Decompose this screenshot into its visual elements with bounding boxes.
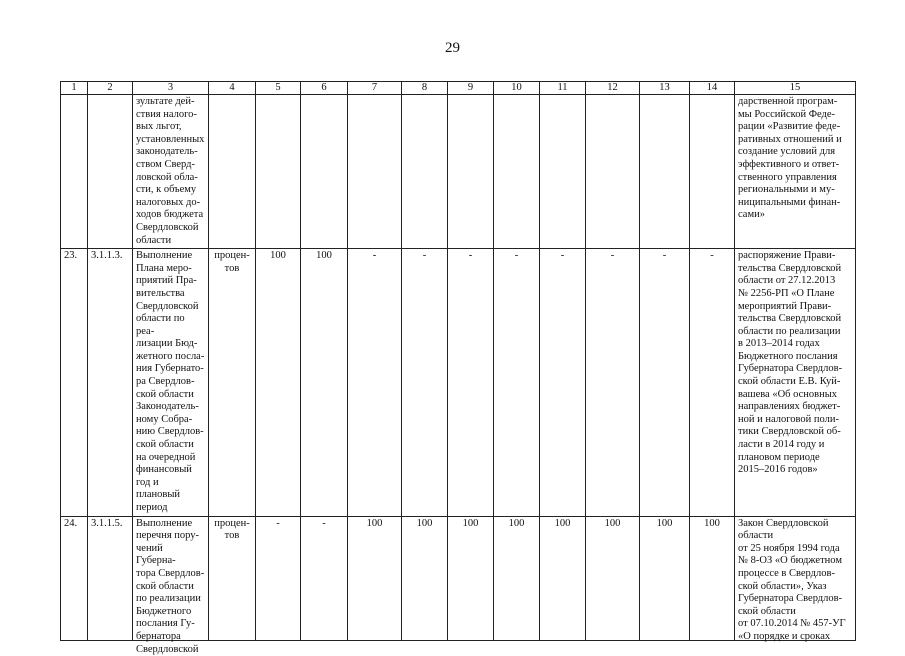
header-cell: 1 bbox=[61, 82, 88, 95]
header-cell: 13 bbox=[640, 82, 690, 95]
header-cell: 4 bbox=[209, 82, 256, 95]
table-row bbox=[61, 516, 856, 640]
value-cell bbox=[348, 95, 402, 249]
value-cell: - bbox=[640, 249, 690, 516]
header-cell: 2 bbox=[88, 82, 133, 95]
legal-basis: дарственной програм- мы Российской Феде- рации «Развитие феде- ративных отношений и создание условий для эффективного и ответ- ственного управления региональными и му- ниципальными финан- сами» bbox=[735, 95, 856, 249]
row-number bbox=[61, 95, 88, 249]
value-cell: 100 bbox=[640, 516, 690, 640]
value-cell: - bbox=[402, 249, 448, 516]
row-code: 3.1.1.3. bbox=[88, 249, 133, 516]
value-cell: 100 bbox=[402, 516, 448, 640]
header-cell: 5 bbox=[256, 82, 301, 95]
value-cell: 100 bbox=[690, 516, 735, 640]
value-cell: - bbox=[690, 249, 735, 516]
value-cell: 100 bbox=[448, 516, 494, 640]
table-row bbox=[61, 249, 856, 516]
indicator-name: Выполнение Плана меро- приятий Пра- вительства Свердловской области по реа- лизации Бюд- жетного посла- ния Губернато- ра Свердлов- ской области Законодатель- ному Собра- нию Свердлов- ской области на очередной финансовый год и плановый период bbox=[133, 249, 209, 516]
value-cell: 100 bbox=[540, 516, 586, 640]
legal-basis: распоряжение Прави- тельства Свердловской области от 27.12.2013 № 2256-РП «О Плане мероприятий Прави- тельства Свердловской области по реализации в 2013–2014 годах Бюджетного послания Губернатора Свердлов- ской области Е.В. Куй- вашева «Об основных направлениях бюджет- ной и налоговой поли- тики Свердловской об- ласти в 2014 году и плановом периоде 2015–2016 годов» bbox=[735, 249, 856, 516]
value-cell bbox=[256, 95, 301, 249]
indicator-name bbox=[133, 516, 209, 655]
value-cell: 100 bbox=[494, 516, 540, 640]
value-cell bbox=[301, 95, 348, 249]
value-cell bbox=[586, 95, 640, 249]
row-code: 3.1.1.5. bbox=[88, 516, 133, 640]
value-cell: - bbox=[256, 516, 301, 640]
value-cell: 100 bbox=[256, 249, 301, 516]
table-header-row bbox=[61, 82, 856, 95]
legal-basis-text: Закон Свердловской области от 25 ноября 1994 года № 8-ОЗ «О бюджетном процессе в Свердлов- ской области», Указ Губернатора Свердлов- ской области от 07.10.2014 № 457-УГ «О порядке и сроках bbox=[738, 517, 846, 642]
header-cell: 15 bbox=[735, 82, 856, 95]
header-cell: 7 bbox=[348, 82, 402, 95]
table-row bbox=[61, 95, 856, 249]
unit bbox=[209, 95, 256, 249]
header-cell: 6 bbox=[301, 82, 348, 95]
value-cell: - bbox=[586, 249, 640, 516]
header-cell: 12 bbox=[586, 82, 640, 95]
value-cell bbox=[402, 95, 448, 249]
value-cell: 100 bbox=[586, 516, 640, 640]
value-cell: - bbox=[448, 249, 494, 516]
value-cell bbox=[540, 95, 586, 249]
row-number: 23. bbox=[61, 249, 88, 516]
value-cell bbox=[640, 95, 690, 249]
value-cell: - bbox=[540, 249, 586, 516]
indicators-table bbox=[60, 81, 856, 655]
value-cell: 100 bbox=[301, 249, 348, 516]
value-cell: 100 bbox=[348, 516, 402, 640]
value-cell: - bbox=[494, 249, 540, 516]
unit: процен- тов bbox=[209, 249, 256, 516]
indicator-name: зультате дей- ствия налого- вых льгот, установленных законодатель- ством Сверд- ловской обла- сти, к объему налоговых до- ходов бюджета Свердловской области bbox=[133, 95, 209, 249]
value-cell: - bbox=[348, 249, 402, 516]
row-code bbox=[88, 95, 133, 249]
value-cell: - bbox=[301, 516, 348, 640]
header-cell: 9 bbox=[448, 82, 494, 95]
value-cell bbox=[690, 95, 735, 249]
header-cell: 8 bbox=[402, 82, 448, 95]
header-cell: 3 bbox=[133, 82, 209, 95]
row-number: 24. bbox=[61, 516, 88, 640]
header-cell: 14 bbox=[690, 82, 735, 95]
value-cell bbox=[494, 95, 540, 249]
header-cell: 10 bbox=[494, 82, 540, 95]
indicator-name-text: Выполнение перечня пору- чений Губерна- тора Свердлов- ской области по реализации Бюджетного послания Гу- бернатора Свердловской bbox=[136, 517, 205, 655]
value-cell bbox=[448, 95, 494, 249]
header-cell: 11 bbox=[540, 82, 586, 95]
unit: процен- тов bbox=[209, 516, 256, 640]
page-number: 29 bbox=[445, 40, 460, 56]
legal-basis bbox=[735, 516, 856, 640]
